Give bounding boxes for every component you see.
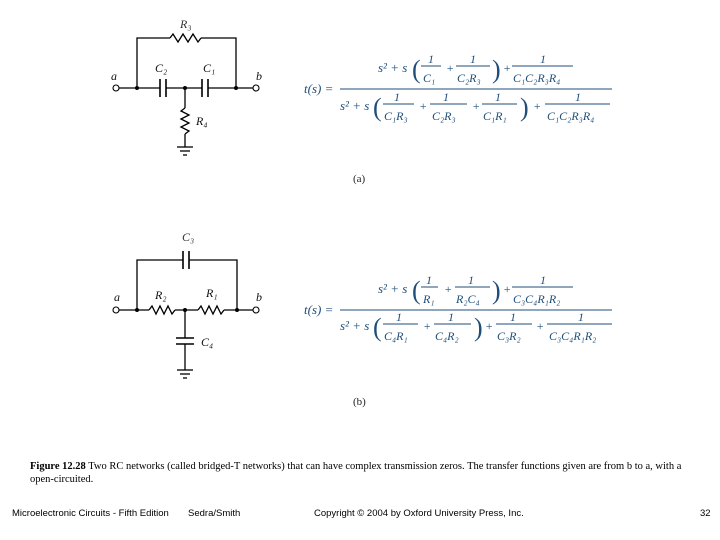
svg-text:R₂C₄: R₂C₄: [456, 292, 480, 306]
svg-text:1: 1: [443, 90, 449, 104]
svg-text:C₁R₁: C₁R₁: [483, 109, 507, 123]
part-label-a: (a): [353, 173, 366, 185]
den-s-terms: s² + s: [340, 98, 370, 113]
svg-text:(: (: [412, 55, 421, 84]
svg-text:+: +: [533, 99, 542, 113]
figure-number: Figure 12.28: [30, 461, 86, 472]
svg-text:C₂R₃: C₂R₃: [457, 71, 481, 85]
svg-text:1: 1: [495, 90, 501, 104]
label-c4: C₄: [201, 335, 214, 349]
svg-text:1: 1: [470, 52, 476, 66]
label-c1: C₁: [203, 61, 216, 75]
footer-book-title: Microelectronic Circuits - Fifth Edition: [12, 508, 169, 519]
label-a: a: [114, 290, 120, 304]
terminal-b: [253, 85, 259, 91]
figure-caption: [30, 460, 690, 486]
svg-text:1: 1: [540, 52, 546, 66]
terminal-b: [253, 307, 259, 313]
svg-text:1: 1: [426, 273, 432, 287]
svg-text:+: +: [485, 319, 494, 333]
svg-text:(: (: [373, 93, 382, 122]
svg-text:C₂R₃: C₂R₃: [432, 109, 456, 123]
terminal-a: [113, 85, 119, 91]
label-b: b: [256, 69, 262, 83]
resistor-r3: [170, 34, 201, 42]
svg-text:1: 1: [428, 52, 434, 66]
resistor-r1: [198, 306, 224, 314]
svg-text:+: +: [444, 282, 453, 296]
transfer-function-a: [304, 52, 612, 123]
svg-text:(: (: [373, 313, 382, 342]
svg-text:(: (: [412, 276, 421, 305]
svg-text:1: 1: [510, 310, 516, 324]
svg-text:C₄R₂: C₄R₂: [435, 329, 459, 343]
svg-text:C₁C₂R₃R₄: C₁C₂R₃R₄: [547, 109, 595, 123]
svg-text:C₁R₃: C₁R₃: [384, 109, 408, 123]
circuit-a: [111, 17, 262, 155]
label-r1: R₁: [206, 286, 218, 300]
label-c2: C₂: [155, 61, 168, 75]
den-s-terms: s² + s: [340, 318, 370, 333]
num-s-terms: s² + s: [378, 281, 408, 296]
caption-text: Two RC networks (called bridged-T networks) that can have complex transmission zeros. The transfer functions given are from b to a, with a open-circuited.: [30, 461, 682, 485]
svg-text:+: +: [419, 99, 428, 113]
terminal-a: [113, 307, 119, 313]
svg-text:1: 1: [575, 90, 581, 104]
svg-text:1: 1: [468, 273, 474, 287]
label-r2: R₂: [155, 288, 167, 302]
footer-copyright: Copyright © 2004 by Oxford University Press, Inc.: [314, 508, 524, 519]
svg-text:C₄R₁: C₄R₁: [384, 329, 408, 343]
svg-text:): ): [520, 93, 529, 122]
svg-text:): ): [474, 313, 483, 342]
page-footer: [0, 508, 720, 522]
svg-text:+: +: [472, 99, 481, 113]
svg-text:1: 1: [540, 273, 546, 287]
label-c3: C₃: [182, 230, 195, 244]
footer-authors: Sedra/Smith: [188, 508, 241, 519]
svg-text:+: +: [423, 319, 432, 333]
resistor-r2: [149, 306, 175, 314]
svg-text:1: 1: [396, 310, 402, 324]
svg-text:+: +: [446, 61, 455, 75]
footer-page-number: 32: [700, 508, 711, 519]
label-b: b: [256, 290, 262, 304]
svg-text:C₁C₂R₃R₄: C₁C₂R₃R₄: [513, 71, 561, 85]
svg-text:): ): [492, 55, 501, 84]
svg-text:R₁: R₁: [423, 292, 435, 306]
ground-icon: [177, 370, 193, 378]
svg-text:+: +: [503, 282, 512, 296]
svg-text:+: +: [536, 319, 545, 333]
svg-text:C₃R₂: C₃R₂: [497, 329, 521, 343]
num-s-terms: s² + s: [378, 60, 408, 75]
ground-icon: [177, 147, 193, 155]
transfer-function-b: [304, 273, 612, 343]
svg-text:1: 1: [578, 310, 584, 324]
svg-text:1: 1: [394, 90, 400, 104]
svg-text:C₃C₄R₁R₂: C₃C₄R₁R₂: [513, 292, 561, 306]
part-label-b: (b): [353, 396, 366, 408]
label-r4: R₄: [196, 114, 208, 128]
svg-text:+: +: [503, 61, 512, 75]
svg-text:C₁: C₁: [423, 71, 436, 85]
tf-lhs: t(s) =: [304, 81, 334, 96]
tf-lhs: t(s) =: [304, 302, 334, 317]
label-a: a: [111, 69, 117, 83]
svg-text:C₃C₄R₁R₂: C₃C₄R₁R₂: [549, 329, 597, 343]
svg-text:): ): [492, 276, 501, 305]
resistor-r4: [181, 108, 189, 134]
svg-text:1: 1: [448, 310, 454, 324]
label-r3: R₃: [180, 17, 192, 31]
circuit-b: [113, 230, 262, 378]
